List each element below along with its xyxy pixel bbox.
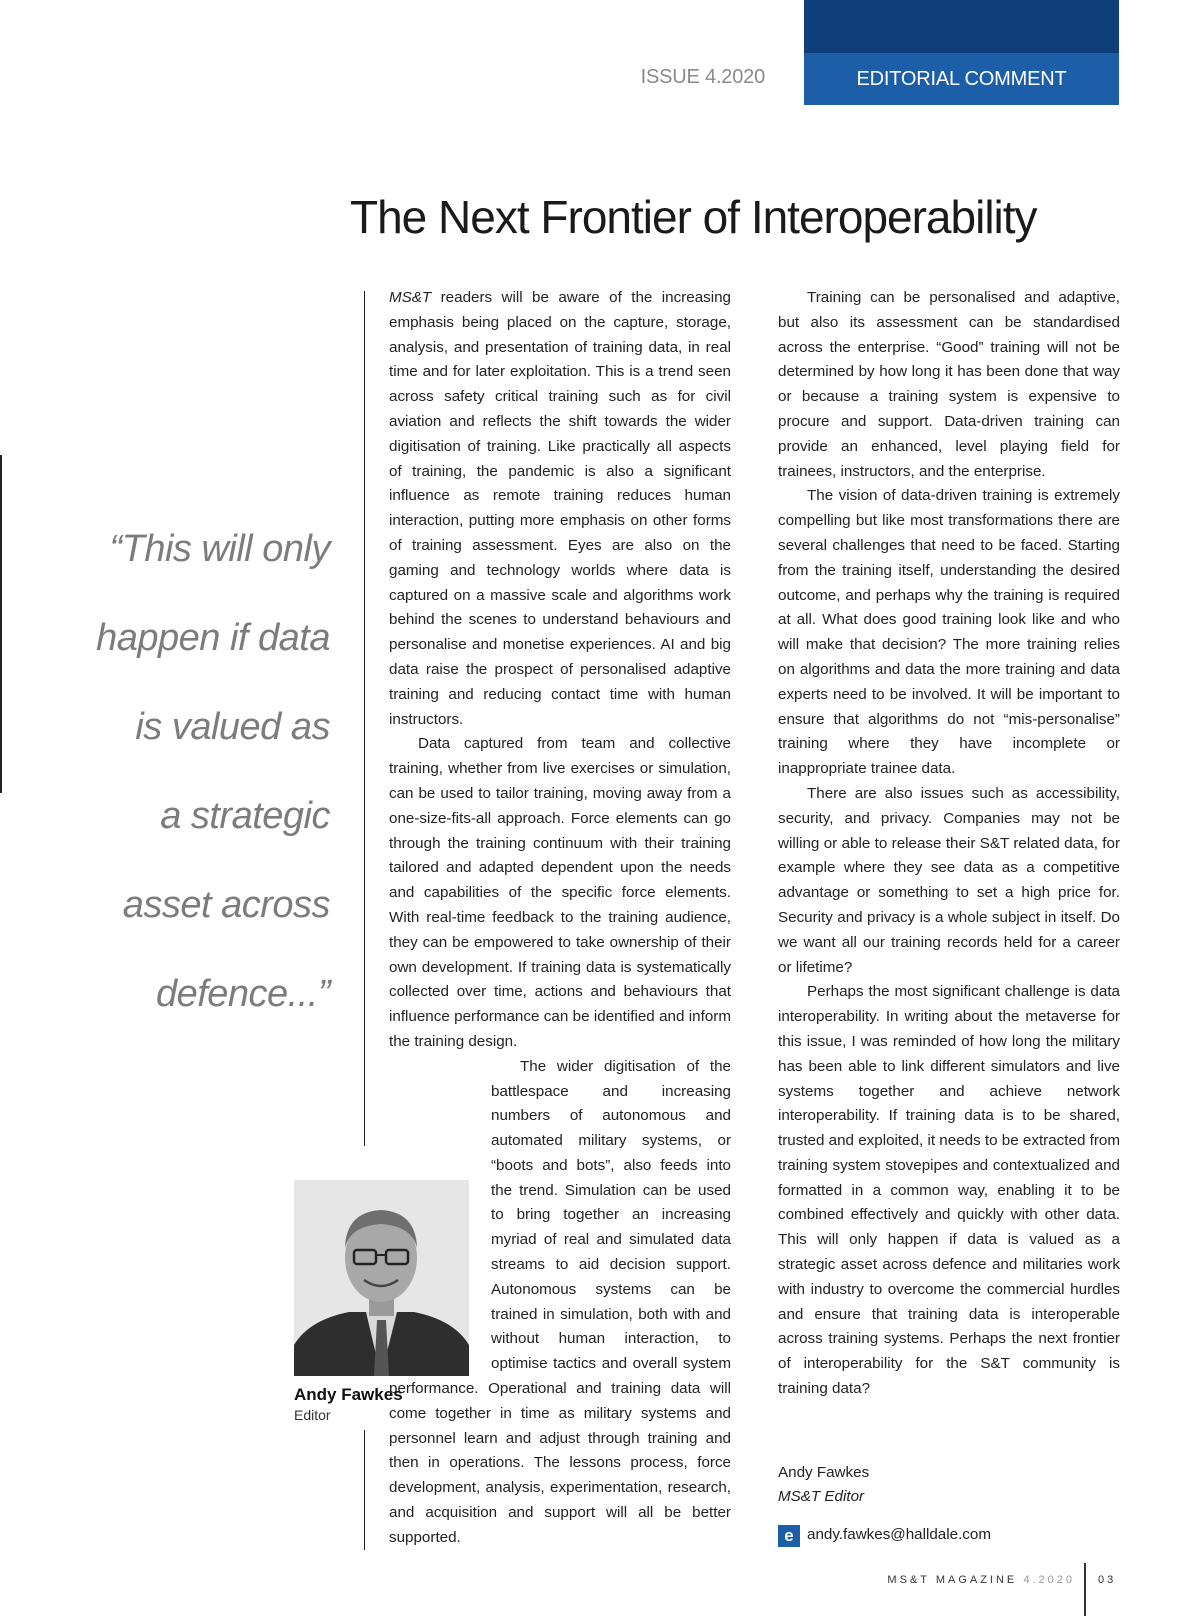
page-edge-rule xyxy=(0,455,2,793)
paragraph-text: readers will be aware of the increasing emphasis being placed on the capture, storage, analysis, and presentation of training data, in real time and for later exploitation. This is a trend seen across safety critical training such as for civil aviation and reflects the shift towards the wider digitisation of training. Like practically all aspects of training, the pandemic is also a significant influence as remote training reduces human interaction, putting more emphasis on other forms of training assessment. Eyes are also on the gaming and technology worlds where data is captured on a massive scale and algorithms work behind the scenes to understand behaviours and personalise and monetise experiences. AI and big data raise the prospect of personalised adaptive training and reducing contact time with human instructors. xyxy=(389,289,731,728)
paragraph: The wider digitisation of the battlespace and increasing numbers of autonomous and automated military systems, or “boots and bots”, also feeds into the trend. Simulation can be used to bring together an increasing myriad of real and simulated data streams to aid decision support. Autonomous systems can be trained in simulation, both with and without human interaction, to optimise tactics and overall system performance. Operational and training data will come together in time as military systems and personnel learn and adjust through training and then in operations. The lessons process, force development, analysis, experimentation, research, and acquisition and support will all be better supported. xyxy=(389,1057,731,1546)
pull-quote-line: defence...” xyxy=(155,973,330,1015)
signature-role: MS&T Editor xyxy=(778,1488,865,1505)
pull-quote-line: happen if data xyxy=(96,617,330,659)
pull-quote-line: “This will only xyxy=(109,528,330,570)
magazine-name: MS&T xyxy=(389,289,432,306)
pull-quote-line: asset across xyxy=(122,884,330,926)
article-title: The Next Frontier of Interoperability xyxy=(350,191,1037,243)
email-icon: e xyxy=(778,1525,800,1547)
paragraph: Perhaps the most significant challenge is data interoperability. In writing about the metaverse for this issue, I was reminded of how long the military has been able to link different simulators and live systems together and achieve network interoperability. If training data is to be shared, trusted and exploited, it needs to be extracted from training system stovepipes and contextualized and formatted in a common way, enabling it to be combined effectively and quickly with other data. This will only happen if data is valued as a strategic asset across defence and militaries work with industry to overcome the commercial hurdles and ensure that training data is interoperable across training systems. Perhaps the next frontier of interoperability for the S&T community is training data? xyxy=(778,983,1120,1398)
paragraph: There are also issues such as accessibility, security, and privacy. Companies may not be willing or able to release their S&T related data, for example where they see data as a competitive advantage or something to set a high price for. Security and privacy is a whole subject in itself. Do we want all our training records held for a career or lifetime? xyxy=(778,784,1120,976)
paragraph xyxy=(389,286,731,732)
pull-quote-line: is valued as xyxy=(135,706,330,748)
footer-magazine xyxy=(860,1574,1075,1586)
author-photo xyxy=(294,1180,469,1376)
paragraph: Training can be personalised and adaptive, but also its assessment can be standardised across the enterprise. “Good” training will not be determined by how long it has been done that way or because a training system is expensive to procure and support. Data-driven training can provide an enhanced, level playing field for trainees, instructors, and the enterprise. xyxy=(778,289,1120,480)
paragraph: Data captured from team and collective training, whether from live exercises or simulation, can be used to tailor training, moving away from a one-size-fits-all approach. Force elements can go through the training continuum with their training tailored and adapted dependent upon the needs and capabilities of the specific force elements. With real-time feedback to the training audience, they can be empowered to take ownership of their own development. If training data is systematically collected over time, actions and behaviours that influence performance can be identified and inform the training design. xyxy=(389,735,731,1050)
signature-name: Andy Fawkes xyxy=(778,1464,870,1481)
pull-quote-line: a strategic xyxy=(160,795,330,837)
footer-year: 4.2020 xyxy=(1023,1574,1075,1586)
column-rule xyxy=(364,1430,365,1550)
paragraph: The vision of data-driven training is extremely compelling but like most transformations there are several challenges that need to be faced. Starting from the training itself, understanding the desired outcome, and perhaps why the training is required at all. What does good training look like and who will make that decision? The more training relies on algorithms and data the more training and data experts need to be involved. It will be important to ensure that algorithms do not “mis-personalise” training where they have incomplete or inappropriate trainee data. xyxy=(778,487,1120,778)
section-tab-bar xyxy=(804,0,1119,53)
pull-quote xyxy=(40,505,330,1039)
photo-caption-name: Andy Fawkes xyxy=(294,1385,403,1404)
section-label: EDITORIAL COMMENT xyxy=(804,53,1119,105)
issue-label: ISSUE 4.2020 xyxy=(640,66,765,88)
email-link[interactable]: andy.fawkes@halldale.com xyxy=(807,1526,991,1543)
article-column-2 xyxy=(778,286,1120,1402)
footer-divider xyxy=(1084,1563,1086,1616)
photo-caption-role: Editor xyxy=(294,1407,331,1423)
section-tab xyxy=(804,0,1119,105)
column-rule xyxy=(364,291,365,1146)
footer-magazine-name: MS&T MAGAZINE xyxy=(887,1574,1018,1586)
page-number: 03 xyxy=(1098,1574,1117,1586)
